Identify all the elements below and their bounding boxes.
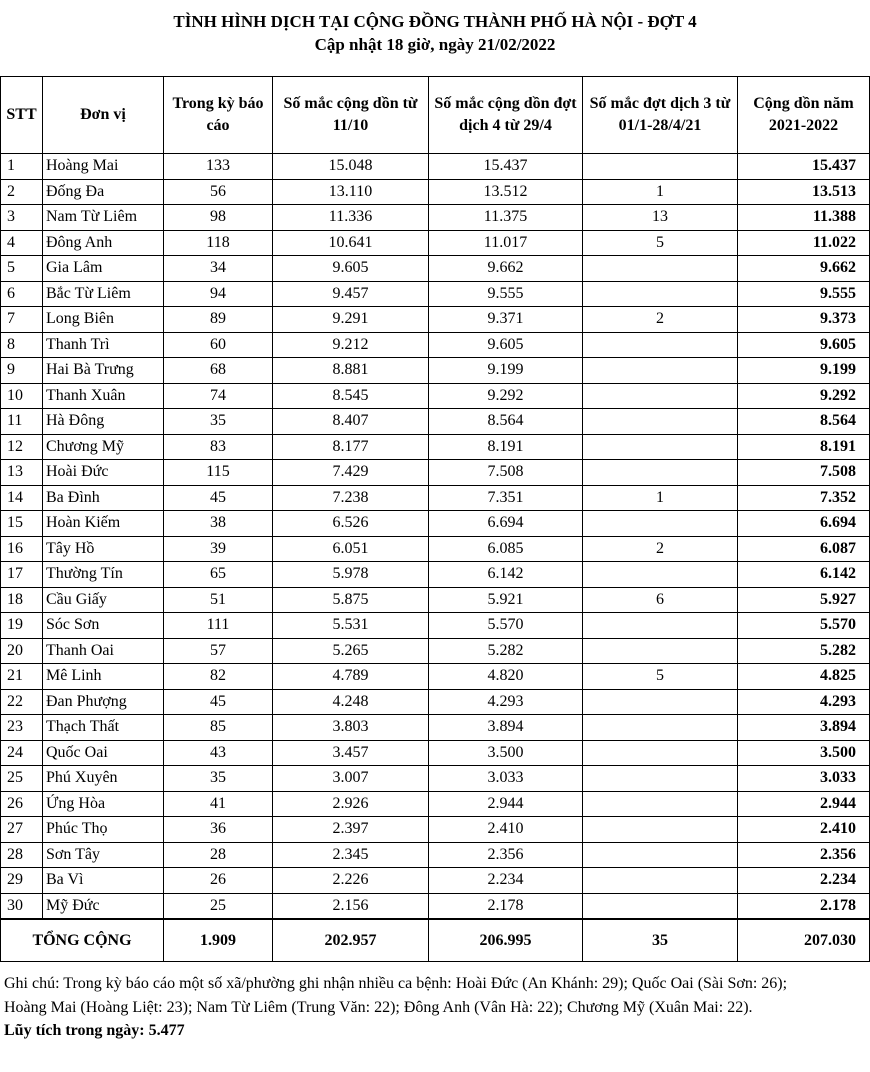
row-stt: 12 bbox=[1, 434, 43, 460]
table-row bbox=[1, 536, 870, 562]
row-cumulative-wave4: 3.500 bbox=[429, 740, 583, 766]
row-cumulative-2021-2022: 6.142 bbox=[738, 562, 870, 588]
title-line-2: Cập nhật 18 giờ, ngày 21/02/2022 bbox=[314, 35, 556, 54]
row-in-period: 57 bbox=[164, 638, 273, 664]
row-stt: 22 bbox=[1, 689, 43, 715]
row-stt: 4 bbox=[1, 230, 43, 256]
table-body bbox=[1, 154, 870, 920]
row-unit: Sơn Tây bbox=[43, 842, 164, 868]
row-cumulative-2021-2022: 8.191 bbox=[738, 434, 870, 460]
table-row bbox=[1, 256, 870, 282]
row-stt: 8 bbox=[1, 332, 43, 358]
row-unit: Hà Đông bbox=[43, 409, 164, 435]
row-wave3: 6 bbox=[583, 587, 738, 613]
row-stt: 26 bbox=[1, 791, 43, 817]
row-cumulative-2021-2022: 11.022 bbox=[738, 230, 870, 256]
row-cumulative-wave4: 2.356 bbox=[429, 842, 583, 868]
header-stt: STT bbox=[1, 77, 43, 154]
row-wave3 bbox=[583, 358, 738, 384]
row-in-period: 65 bbox=[164, 562, 273, 588]
row-wave3 bbox=[583, 434, 738, 460]
row-cumulative-2021-2022: 5.927 bbox=[738, 587, 870, 613]
row-wave3: 13 bbox=[583, 205, 738, 231]
table-row bbox=[1, 460, 870, 486]
row-cumulative-wave4: 2.178 bbox=[429, 893, 583, 919]
row-unit: Phúc Thọ bbox=[43, 817, 164, 843]
row-stt: 20 bbox=[1, 638, 43, 664]
row-in-period: 45 bbox=[164, 689, 273, 715]
table-row bbox=[1, 332, 870, 358]
row-cumulative-wave4: 5.282 bbox=[429, 638, 583, 664]
row-wave3 bbox=[583, 842, 738, 868]
row-in-period: 41 bbox=[164, 791, 273, 817]
table-header-row bbox=[1, 77, 870, 154]
table-row bbox=[1, 281, 870, 307]
row-cumulative-since-11-10: 9.605 bbox=[273, 256, 429, 282]
table-row bbox=[1, 230, 870, 256]
row-unit: Tây Hồ bbox=[43, 536, 164, 562]
row-in-period: 25 bbox=[164, 893, 273, 919]
row-unit: Chương Mỹ bbox=[43, 434, 164, 460]
row-cumulative-wave4: 7.351 bbox=[429, 485, 583, 511]
row-cumulative-2021-2022: 5.282 bbox=[738, 638, 870, 664]
table-row bbox=[1, 766, 870, 792]
row-unit: Sóc Sơn bbox=[43, 613, 164, 639]
row-wave3: 1 bbox=[583, 179, 738, 205]
document-title bbox=[0, 10, 870, 56]
row-cumulative-since-11-10: 13.110 bbox=[273, 179, 429, 205]
row-cumulative-since-11-10: 8.881 bbox=[273, 358, 429, 384]
row-cumulative-since-11-10: 15.048 bbox=[273, 154, 429, 180]
row-unit: Hoàn Kiếm bbox=[43, 511, 164, 537]
row-wave3 bbox=[583, 715, 738, 741]
row-unit: Bắc Từ Liêm bbox=[43, 281, 164, 307]
row-cumulative-wave4: 2.234 bbox=[429, 868, 583, 894]
row-cumulative-wave4: 6.142 bbox=[429, 562, 583, 588]
row-cumulative-since-11-10: 2.156 bbox=[273, 893, 429, 919]
row-cumulative-since-11-10: 3.803 bbox=[273, 715, 429, 741]
row-wave3 bbox=[583, 332, 738, 358]
row-in-period: 35 bbox=[164, 766, 273, 792]
table-row bbox=[1, 715, 870, 741]
row-in-period: 98 bbox=[164, 205, 273, 231]
row-unit: Thanh Trì bbox=[43, 332, 164, 358]
row-cumulative-since-11-10: 5.978 bbox=[273, 562, 429, 588]
row-unit: Ứng Hòa bbox=[43, 791, 164, 817]
row-wave3: 2 bbox=[583, 307, 738, 333]
row-wave3: 2 bbox=[583, 536, 738, 562]
row-cumulative-since-11-10: 9.457 bbox=[273, 281, 429, 307]
row-cumulative-wave4: 9.371 bbox=[429, 307, 583, 333]
row-unit: Đông Anh bbox=[43, 230, 164, 256]
row-in-period: 68 bbox=[164, 358, 273, 384]
row-cumulative-since-11-10: 8.177 bbox=[273, 434, 429, 460]
row-cumulative-2021-2022: 15.437 bbox=[738, 154, 870, 180]
row-cumulative-2021-2022: 5.570 bbox=[738, 613, 870, 639]
row-stt: 6 bbox=[1, 281, 43, 307]
row-stt: 14 bbox=[1, 485, 43, 511]
row-wave3: 5 bbox=[583, 664, 738, 690]
row-cumulative-2021-2022: 11.388 bbox=[738, 205, 870, 231]
row-in-period: 60 bbox=[164, 332, 273, 358]
row-in-period: 38 bbox=[164, 511, 273, 537]
row-wave3 bbox=[583, 766, 738, 792]
row-wave3 bbox=[583, 460, 738, 486]
table-row bbox=[1, 638, 870, 664]
row-cumulative-since-11-10: 2.926 bbox=[273, 791, 429, 817]
row-in-period: 56 bbox=[164, 179, 273, 205]
row-stt: 29 bbox=[1, 868, 43, 894]
row-stt: 17 bbox=[1, 562, 43, 588]
row-in-period: 43 bbox=[164, 740, 273, 766]
row-cumulative-wave4: 9.199 bbox=[429, 358, 583, 384]
row-stt: 28 bbox=[1, 842, 43, 868]
row-unit: Đan Phượng bbox=[43, 689, 164, 715]
row-cumulative-since-11-10: 3.007 bbox=[273, 766, 429, 792]
row-cumulative-wave4: 11.017 bbox=[429, 230, 583, 256]
row-cumulative-2021-2022: 4.825 bbox=[738, 664, 870, 690]
table-row bbox=[1, 817, 870, 843]
row-unit: Phú Xuyên bbox=[43, 766, 164, 792]
row-in-period: 34 bbox=[164, 256, 273, 282]
row-cumulative-2021-2022: 7.508 bbox=[738, 460, 870, 486]
row-cumulative-wave4: 2.944 bbox=[429, 791, 583, 817]
row-cumulative-2021-2022: 2.356 bbox=[738, 842, 870, 868]
row-stt: 5 bbox=[1, 256, 43, 282]
row-cumulative-2021-2022: 8.564 bbox=[738, 409, 870, 435]
row-cumulative-2021-2022: 13.513 bbox=[738, 179, 870, 205]
row-cumulative-wave4: 9.555 bbox=[429, 281, 583, 307]
row-cumulative-2021-2022: 9.199 bbox=[738, 358, 870, 384]
row-stt: 25 bbox=[1, 766, 43, 792]
row-stt: 7 bbox=[1, 307, 43, 333]
row-wave3 bbox=[583, 893, 738, 919]
row-cumulative-2021-2022: 3.894 bbox=[738, 715, 870, 741]
row-cumulative-wave4: 3.894 bbox=[429, 715, 583, 741]
row-stt: 16 bbox=[1, 536, 43, 562]
row-unit: Ba Đình bbox=[43, 485, 164, 511]
row-stt: 1 bbox=[1, 154, 43, 180]
total-label: TỔNG CỘNG bbox=[1, 919, 164, 962]
row-stt: 27 bbox=[1, 817, 43, 843]
row-cumulative-2021-2022: 9.662 bbox=[738, 256, 870, 282]
row-cumulative-since-11-10: 2.226 bbox=[273, 868, 429, 894]
row-cumulative-since-11-10: 3.457 bbox=[273, 740, 429, 766]
table-row bbox=[1, 562, 870, 588]
row-cumulative-2021-2022: 9.555 bbox=[738, 281, 870, 307]
table-row bbox=[1, 791, 870, 817]
row-cumulative-2021-2022: 4.293 bbox=[738, 689, 870, 715]
row-cumulative-since-11-10: 2.345 bbox=[273, 842, 429, 868]
table-row bbox=[1, 485, 870, 511]
row-stt: 10 bbox=[1, 383, 43, 409]
row-wave3 bbox=[583, 638, 738, 664]
row-unit: Long Biên bbox=[43, 307, 164, 333]
row-unit: Hai Bà Trưng bbox=[43, 358, 164, 384]
total-in-period: 1.909 bbox=[164, 919, 273, 962]
row-cumulative-2021-2022: 2.234 bbox=[738, 868, 870, 894]
table-row bbox=[1, 511, 870, 537]
row-unit: Hoàng Mai bbox=[43, 154, 164, 180]
table-row bbox=[1, 664, 870, 690]
row-in-period: 28 bbox=[164, 842, 273, 868]
row-cumulative-wave4: 9.605 bbox=[429, 332, 583, 358]
row-stt: 30 bbox=[1, 893, 43, 919]
table-row bbox=[1, 893, 870, 919]
row-unit: Thanh Xuân bbox=[43, 383, 164, 409]
total-row bbox=[1, 919, 870, 962]
row-cumulative-since-11-10: 6.051 bbox=[273, 536, 429, 562]
row-unit: Nam Từ Liêm bbox=[43, 205, 164, 231]
row-wave3 bbox=[583, 281, 738, 307]
row-unit: Cầu Giấy bbox=[43, 587, 164, 613]
row-cumulative-wave4: 13.512 bbox=[429, 179, 583, 205]
header-in-period: Trong kỳ báo cáo bbox=[164, 77, 273, 154]
row-cumulative-since-11-10: 7.429 bbox=[273, 460, 429, 486]
row-cumulative-since-11-10: 11.336 bbox=[273, 205, 429, 231]
row-wave3 bbox=[583, 868, 738, 894]
row-cumulative-2021-2022: 2.178 bbox=[738, 893, 870, 919]
row-stt: 24 bbox=[1, 740, 43, 766]
row-in-period: 133 bbox=[164, 154, 273, 180]
row-stt: 11 bbox=[1, 409, 43, 435]
row-in-period: 85 bbox=[164, 715, 273, 741]
row-unit: Đống Đa bbox=[43, 179, 164, 205]
row-cumulative-wave4: 5.921 bbox=[429, 587, 583, 613]
row-cumulative-wave4: 6.085 bbox=[429, 536, 583, 562]
notes-section bbox=[4, 972, 866, 1043]
row-wave3 bbox=[583, 817, 738, 843]
table-row bbox=[1, 434, 870, 460]
row-cumulative-wave4: 4.820 bbox=[429, 664, 583, 690]
row-unit: Hoài Đức bbox=[43, 460, 164, 486]
row-in-period: 51 bbox=[164, 587, 273, 613]
row-cumulative-wave4: 15.437 bbox=[429, 154, 583, 180]
row-in-period: 45 bbox=[164, 485, 273, 511]
row-wave3 bbox=[583, 383, 738, 409]
row-in-period: 89 bbox=[164, 307, 273, 333]
row-in-period: 94 bbox=[164, 281, 273, 307]
header-unit: Đơn vị bbox=[43, 77, 164, 154]
row-wave3 bbox=[583, 740, 738, 766]
table-row bbox=[1, 307, 870, 333]
row-cumulative-wave4: 6.694 bbox=[429, 511, 583, 537]
row-cumulative-2021-2022: 9.605 bbox=[738, 332, 870, 358]
row-in-period: 115 bbox=[164, 460, 273, 486]
note-line-1: Ghi chú: Trong kỳ báo cáo một số xã/phường ghi nhận nhiều ca bệnh: Hoài Đức (An Khánh: 29); Quốc Oai (Sài Sơn: 26); bbox=[4, 975, 788, 992]
row-cumulative-wave4: 11.375 bbox=[429, 205, 583, 231]
row-wave3: 5 bbox=[583, 230, 738, 256]
cumulative-today: Lũy tích trong ngày: 5.477 bbox=[4, 1022, 185, 1039]
row-cumulative-since-11-10: 5.531 bbox=[273, 613, 429, 639]
row-stt: 2 bbox=[1, 179, 43, 205]
row-cumulative-wave4: 3.033 bbox=[429, 766, 583, 792]
row-cumulative-since-11-10: 9.291 bbox=[273, 307, 429, 333]
table-row bbox=[1, 179, 870, 205]
row-cumulative-2021-2022: 2.944 bbox=[738, 791, 870, 817]
total-wave3: 35 bbox=[583, 919, 738, 962]
table-row bbox=[1, 587, 870, 613]
row-wave3 bbox=[583, 409, 738, 435]
row-in-period: 74 bbox=[164, 383, 273, 409]
header-cumulative-2021-2022: Cộng dồn năm 2021-2022 bbox=[738, 77, 870, 154]
row-in-period: 111 bbox=[164, 613, 273, 639]
row-cumulative-wave4: 9.292 bbox=[429, 383, 583, 409]
table-row bbox=[1, 842, 870, 868]
row-stt: 3 bbox=[1, 205, 43, 231]
row-stt: 19 bbox=[1, 613, 43, 639]
row-stt: 18 bbox=[1, 587, 43, 613]
row-in-period: 39 bbox=[164, 536, 273, 562]
row-stt: 23 bbox=[1, 715, 43, 741]
row-cumulative-wave4: 2.410 bbox=[429, 817, 583, 843]
row-cumulative-since-11-10: 8.545 bbox=[273, 383, 429, 409]
table-row bbox=[1, 740, 870, 766]
table-row bbox=[1, 154, 870, 180]
row-cumulative-since-11-10: 2.397 bbox=[273, 817, 429, 843]
cases-table-container bbox=[0, 76, 869, 962]
row-cumulative-wave4: 7.508 bbox=[429, 460, 583, 486]
row-cumulative-wave4: 9.662 bbox=[429, 256, 583, 282]
table-row bbox=[1, 383, 870, 409]
row-unit: Thạch Thất bbox=[43, 715, 164, 741]
row-in-period: 35 bbox=[164, 409, 273, 435]
row-cumulative-2021-2022: 3.500 bbox=[738, 740, 870, 766]
row-cumulative-2021-2022: 9.373 bbox=[738, 307, 870, 333]
row-in-period: 83 bbox=[164, 434, 273, 460]
row-stt: 13 bbox=[1, 460, 43, 486]
row-stt: 9 bbox=[1, 358, 43, 384]
cases-table bbox=[0, 76, 870, 962]
table-row bbox=[1, 613, 870, 639]
title-line-1: TÌNH HÌNH DỊCH TẠI CỘNG ĐỒNG THÀNH PHỐ HÀ NỘI - ĐỢT 4 bbox=[173, 12, 697, 31]
row-cumulative-wave4: 8.564 bbox=[429, 409, 583, 435]
row-cumulative-since-11-10: 7.238 bbox=[273, 485, 429, 511]
table-row bbox=[1, 409, 870, 435]
row-unit: Quốc Oai bbox=[43, 740, 164, 766]
table-row bbox=[1, 205, 870, 231]
row-cumulative-2021-2022: 3.033 bbox=[738, 766, 870, 792]
row-unit: Thanh Oai bbox=[43, 638, 164, 664]
row-wave3 bbox=[583, 689, 738, 715]
row-wave3 bbox=[583, 613, 738, 639]
row-wave3: 1 bbox=[583, 485, 738, 511]
row-in-period: 118 bbox=[164, 230, 273, 256]
row-cumulative-2021-2022: 6.087 bbox=[738, 536, 870, 562]
row-wave3 bbox=[583, 791, 738, 817]
row-cumulative-2021-2022: 6.694 bbox=[738, 511, 870, 537]
row-cumulative-since-11-10: 8.407 bbox=[273, 409, 429, 435]
row-cumulative-since-11-10: 5.265 bbox=[273, 638, 429, 664]
row-cumulative-2021-2022: 2.410 bbox=[738, 817, 870, 843]
row-unit: Mê Linh bbox=[43, 664, 164, 690]
row-wave3 bbox=[583, 256, 738, 282]
row-cumulative-since-11-10: 9.212 bbox=[273, 332, 429, 358]
row-in-period: 82 bbox=[164, 664, 273, 690]
row-wave3 bbox=[583, 154, 738, 180]
row-in-period: 26 bbox=[164, 868, 273, 894]
row-unit: Mỹ Đức bbox=[43, 893, 164, 919]
note-line-2: Hoàng Mai (Hoàng Liệt: 23); Nam Từ Liêm (Trung Văn: 22); Đông Anh (Vân Hà: 22); Chương Mỹ (Xuân Mai: 22). bbox=[4, 998, 753, 1016]
header-cumulative-wave4: Số mắc cộng dồn đợt dịch 4 từ 29/4 bbox=[429, 77, 583, 154]
row-cumulative-wave4: 5.570 bbox=[429, 613, 583, 639]
row-cumulative-wave4: 4.293 bbox=[429, 689, 583, 715]
row-unit: Gia Lâm bbox=[43, 256, 164, 282]
row-cumulative-since-11-10: 4.248 bbox=[273, 689, 429, 715]
header-cumulative-since-11-10: Số mắc cộng dồn từ 11/10 bbox=[273, 77, 429, 154]
table-row bbox=[1, 689, 870, 715]
table-row bbox=[1, 868, 870, 894]
header-wave3: Số mắc đợt dịch 3 từ 01/1-28/4/21 bbox=[583, 77, 738, 154]
total-cumulative-since-11-10: 202.957 bbox=[273, 919, 429, 962]
total-cumulative-wave4: 206.995 bbox=[429, 919, 583, 962]
row-cumulative-wave4: 8.191 bbox=[429, 434, 583, 460]
row-unit: Ba Vì bbox=[43, 868, 164, 894]
row-stt: 21 bbox=[1, 664, 43, 690]
row-cumulative-since-11-10: 4.789 bbox=[273, 664, 429, 690]
row-cumulative-since-11-10: 10.641 bbox=[273, 230, 429, 256]
row-stt: 15 bbox=[1, 511, 43, 537]
row-cumulative-since-11-10: 5.875 bbox=[273, 587, 429, 613]
table-row bbox=[1, 358, 870, 384]
row-unit: Thường Tín bbox=[43, 562, 164, 588]
row-in-period: 36 bbox=[164, 817, 273, 843]
row-wave3 bbox=[583, 562, 738, 588]
total-cumulative-2021-2022: 207.030 bbox=[738, 919, 870, 962]
row-wave3 bbox=[583, 511, 738, 537]
row-cumulative-2021-2022: 9.292 bbox=[738, 383, 870, 409]
row-cumulative-since-11-10: 6.526 bbox=[273, 511, 429, 537]
row-cumulative-2021-2022: 7.352 bbox=[738, 485, 870, 511]
